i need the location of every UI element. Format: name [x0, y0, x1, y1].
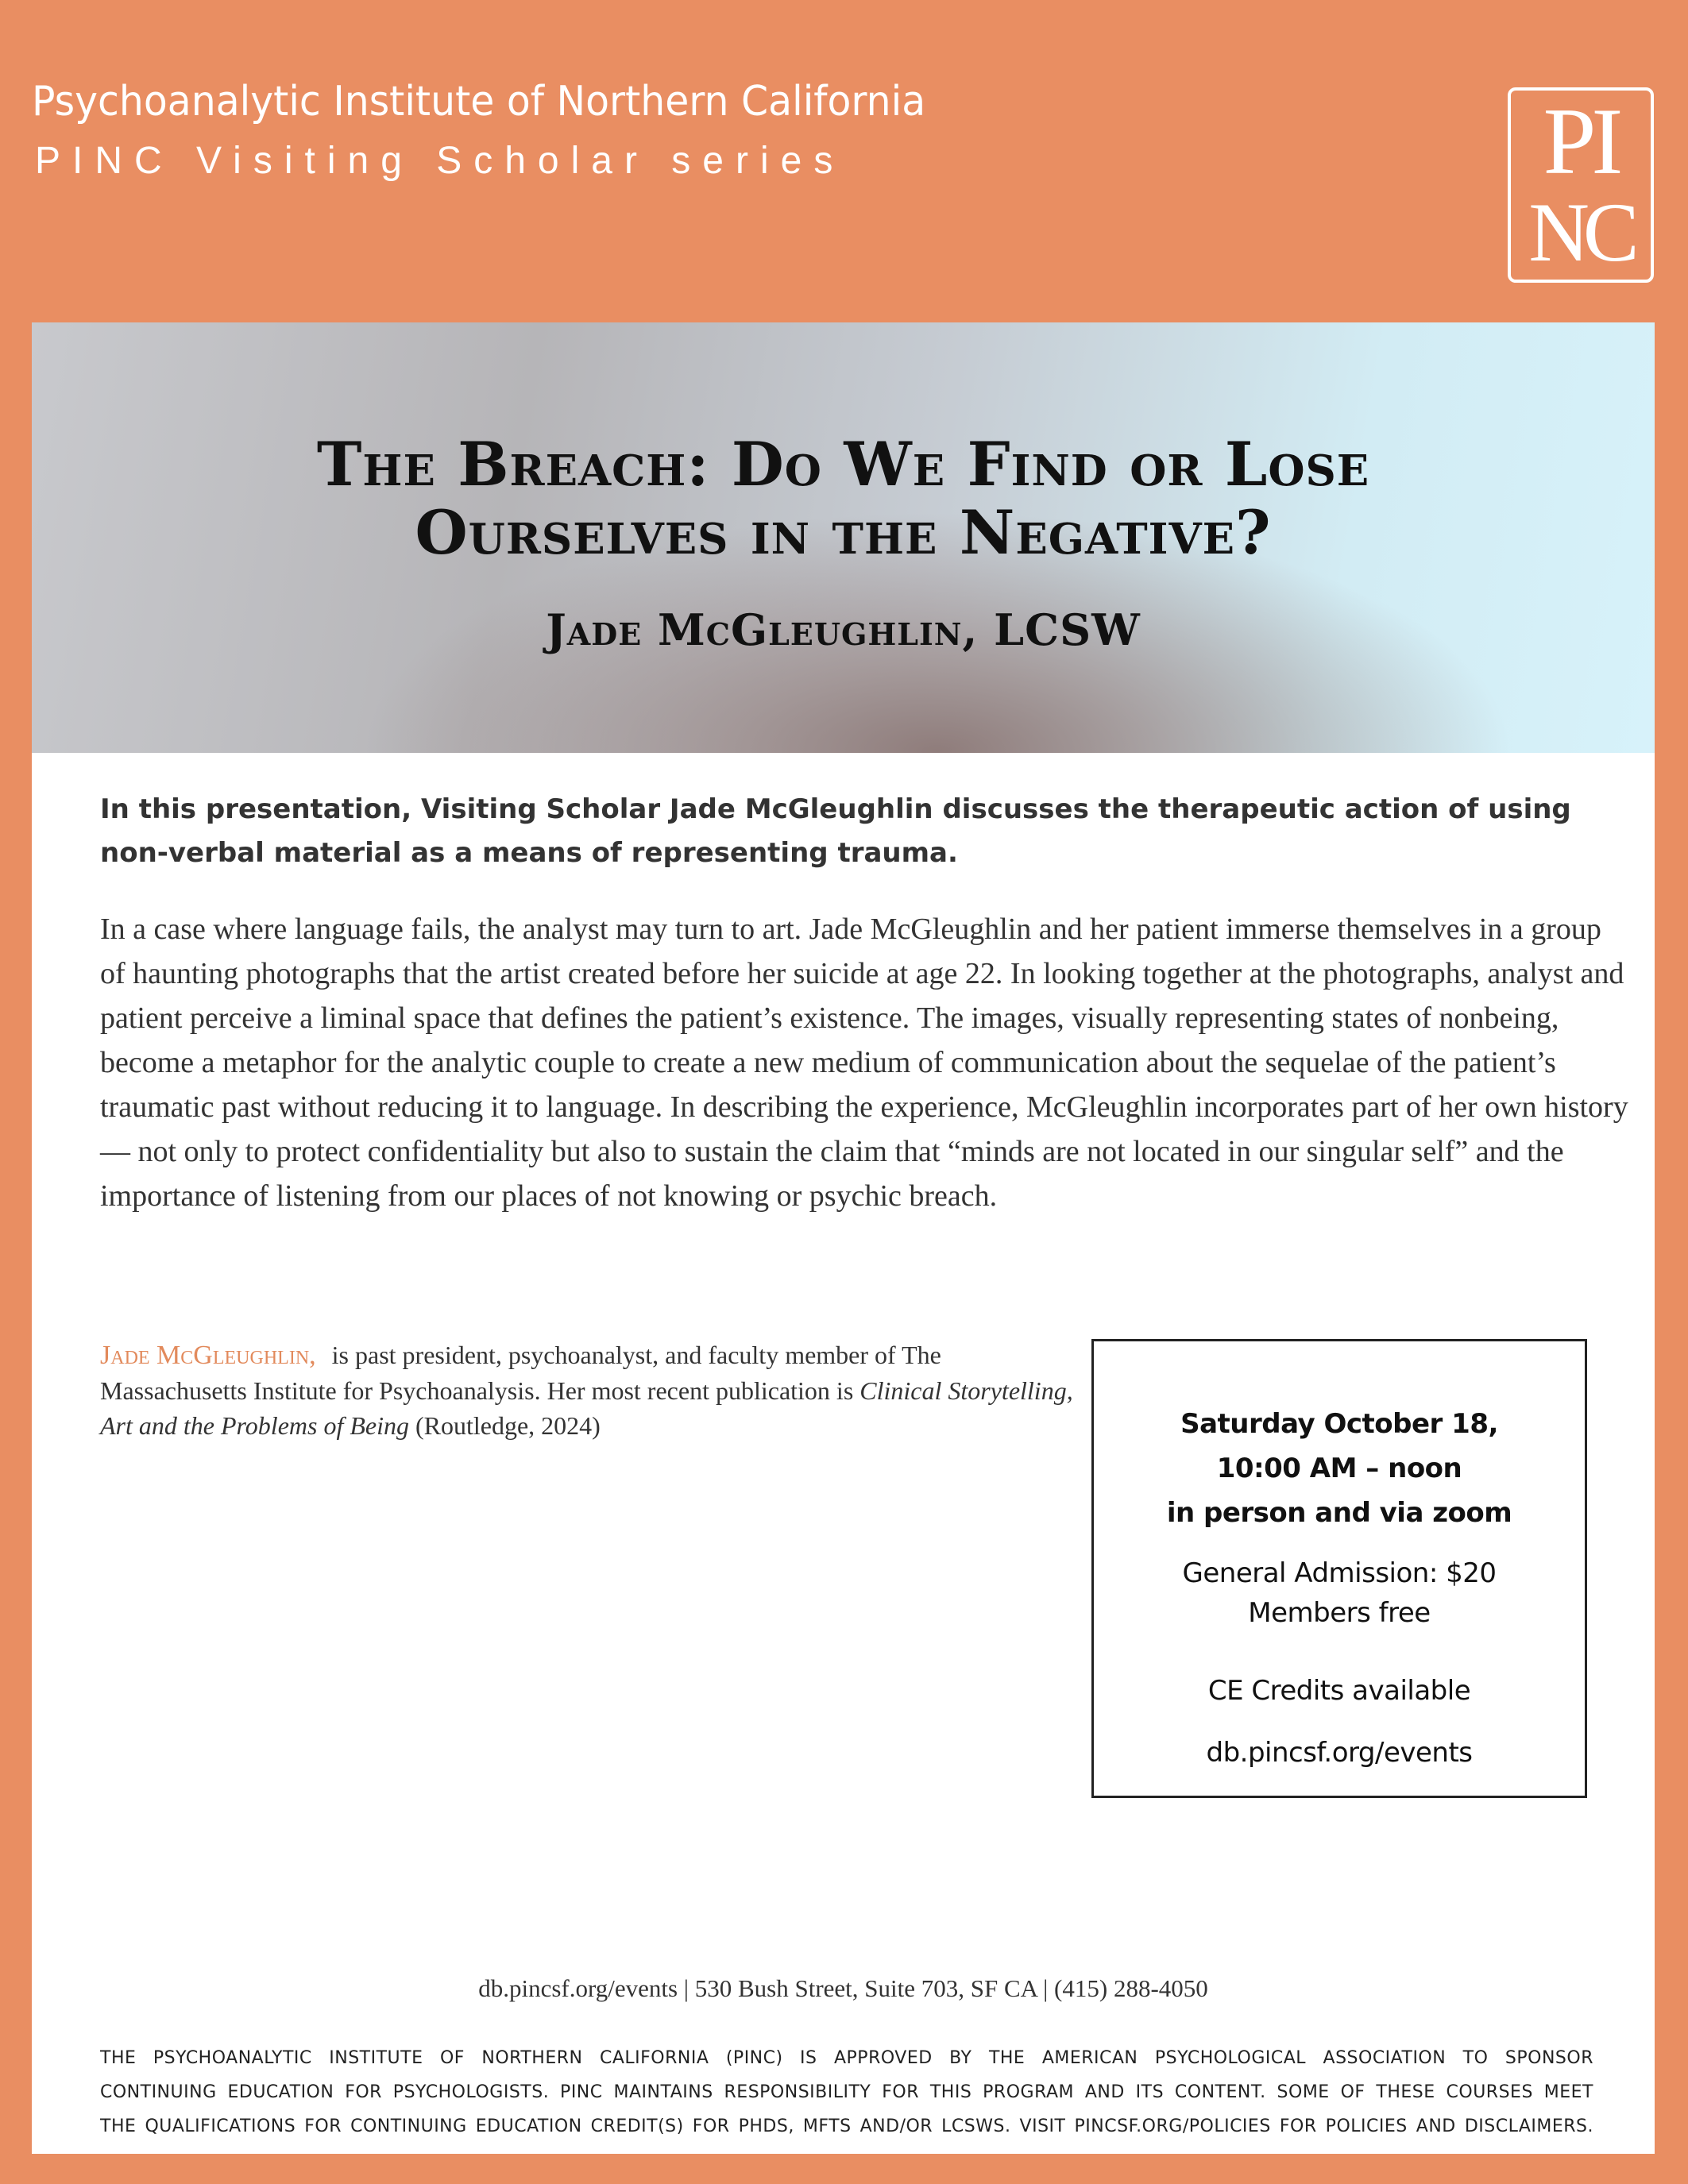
event-date: Saturday October 18, [1180, 1408, 1498, 1440]
disclaimer-line: THE PSYCHOANALYTIC INSTITUTE OF NORTHERN CALIFORNIA (PINC) IS APPROVED BY THE AMERICAN PSYCHOLOGICAL ASSOCIATION TO SPONSOR [100, 2048, 1593, 2068]
event-ce-credits: CE Credits available [1207, 1675, 1471, 1707]
bio-name: Jade McGleughlin, [100, 1341, 316, 1370]
event-time: 10:00 AM – noon [1216, 1453, 1462, 1484]
logo-text-bottom: NC [1528, 186, 1633, 279]
bio-text-part2: (Routledge, 2024) [415, 1411, 601, 1440]
ce-disclaimer [100, 2041, 1593, 2143]
event-members: Members free [1248, 1597, 1431, 1629]
event-details-box [1091, 1339, 1587, 1798]
disclaimer-line: THE QUALIFICATIONS FOR CONTINUING EDUCATION CREDIT(S) FOR PHDS, MFTS AND/OR LCSWS. VISIT PINCSF.ORG/POLICIES FOR POLICIES AND DISCLAIMERS. [100, 2116, 1593, 2136]
event-title-line2: Ourselves in the Negative? [415, 497, 1272, 568]
disclaimer-line: CONTINUING EDUCATION FOR PSYCHOLOGISTS. PINC MAINTAINS RESPONSIBILITY FOR THIS PROGRAM AND ITS CONTENT. SOME OF THESE COURSES MEET [100, 2082, 1593, 2102]
hero-banner [32, 322, 1655, 753]
pinc-logo [1508, 87, 1654, 283]
bio-text-part1: is past president, psychoanalyst, and faculty member of The Massachusetts Institute for Psychoanalysis. Her most recent publication is [100, 1341, 941, 1405]
logo-text-top: PI [1543, 88, 1619, 194]
event-title-line1: The Breach: Do We Find or Lose [316, 429, 1370, 500]
description-paragraph: In a case where language fails, the analyst may turn to art. Jade McGleughlin and her patient immerse themselves in a group of haunting photographs that the artist created before her suicide at age 22. In looking together at the photographs, analyst and patient perceive a liminal space that defines the patient’s existence. The images, visually representing states of nonbeing, become a metaphor for the analytic couple to create a new medium of communication about the sequelae of the patient’s traumatic past without reducing it to language. In describing the experience, McGleughlin incorporates part of her own history — not only to protect confidentiality but also to sustain the claim that “minds are not located in our singular self” and the importance of listening from our places of not knowing or psychic breach. [100, 913, 1628, 1213]
event-mode: in person and via zoom [1166, 1497, 1512, 1529]
footer-contact: db.pincsf.org/events | 530 Bush Street, Suite 703, SF CA | (415) 288-4050 [478, 1974, 1208, 2002]
event-admission: General Admission: $20 [1182, 1557, 1497, 1589]
speaker-bio [100, 1337, 1093, 1443]
lead-paragraph: In this presentation, Visiting Scholar Jade McGleughlin discusses the therapeutic action of using non-verbal material as a means of representing trauma. [100, 793, 1571, 869]
speaker-name: Jade McGleughlin, LCSW [546, 604, 1141, 655]
event-title [32, 430, 1655, 567]
bio-book-title: Clinical Storytelling, Art and the Problems of Being [100, 1376, 1073, 1440]
org-name: Psychoanalytic Institute of Northern California [32, 78, 926, 125]
event-url-link[interactable]: db.pincsf.org/events [1206, 1737, 1473, 1769]
content-panel [32, 322, 1655, 2154]
series-name: PINC Visiting Scholar series [35, 140, 845, 182]
